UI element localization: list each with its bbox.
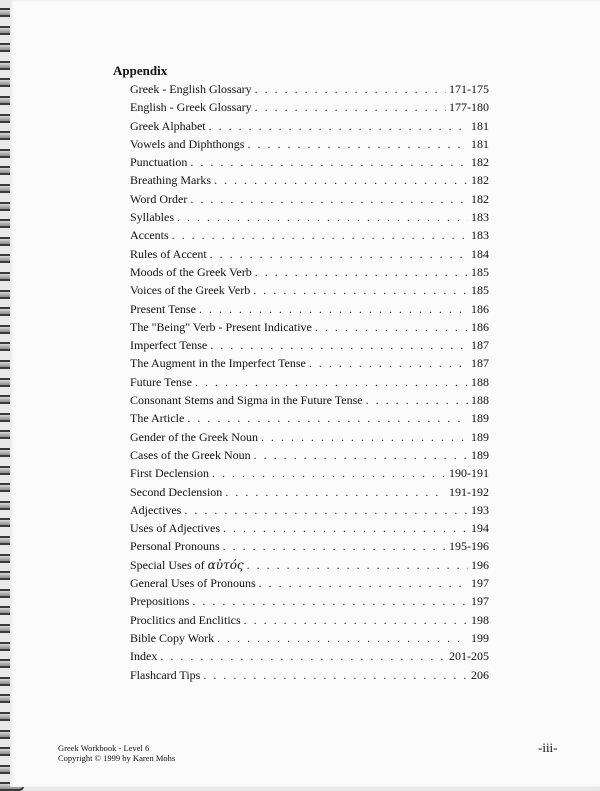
- toc-entry-page: 181: [471, 118, 489, 133]
- toc-entry-title-text: Consonant Stems and Sigma in the Future Tense: [130, 393, 363, 408]
- toc-entry: [130, 135, 489, 153]
- dot-leader: [244, 611, 468, 629]
- toc-entry: [130, 80, 489, 98]
- toc-entry-greek-word: αὐτός: [207, 557, 244, 572]
- toc-entry: [130, 574, 489, 592]
- toc-entry-page: 171-175: [449, 82, 489, 96]
- dot-leader: [192, 592, 468, 610]
- toc-entry-title-text: Vowels and Diphthongs: [130, 136, 245, 151]
- toc-entry-page: 183: [471, 210, 489, 225]
- toc-entry-title: [130, 556, 244, 574]
- toc-entry: [130, 98, 489, 116]
- toc-entry: [130, 556, 489, 574]
- toc-entry-page: 196: [471, 557, 489, 572]
- table-of-contents: [130, 80, 489, 684]
- toc-entry-title: [130, 409, 184, 427]
- dot-leader: [172, 226, 468, 244]
- toc-entry-title: [130, 318, 312, 336]
- toc-entry-title-text: Accents: [130, 228, 169, 243]
- toc-entry: [130, 171, 489, 189]
- dot-leader: [199, 300, 468, 318]
- toc-entry-title-text: Voices of the Greek Verb: [130, 283, 251, 298]
- footer-copyright: Copyright © 1999 by Karen Mohs: [58, 753, 176, 763]
- dot-leader: [366, 391, 468, 409]
- toc-entry-page: 177-180: [449, 100, 489, 115]
- toc-entry-title: [130, 537, 220, 555]
- toc-entry-page: 201-205: [449, 649, 489, 664]
- toc-entry-title: [130, 592, 189, 610]
- dot-leader: [214, 171, 468, 189]
- toc-entry-page: 195-196: [449, 539, 489, 554]
- toc-entry: [130, 281, 489, 299]
- toc-entry-title: [130, 354, 306, 372]
- toc-entry: [130, 629, 489, 647]
- toc-entry-page: 184: [471, 246, 489, 261]
- toc-entry-title-text: The Augment in the Imperfect Tense: [130, 356, 306, 371]
- dot-leader: [247, 556, 468, 574]
- toc-entry-page: 186: [471, 319, 489, 334]
- toc-entry-page: 206: [471, 667, 489, 682]
- toc-entry: [130, 483, 489, 501]
- toc-entry: [130, 464, 489, 482]
- toc-entry: [130, 446, 489, 464]
- toc-entry: [130, 537, 489, 555]
- toc-entry-title-text: Gender of the Greek Noun: [130, 429, 258, 444]
- toc-entry: [130, 318, 489, 336]
- toc-entry-page: 194: [471, 521, 489, 536]
- toc-entry: [130, 428, 489, 446]
- toc-entry-title: [130, 263, 252, 281]
- toc-entry-title-text: First Declension: [130, 466, 209, 481]
- toc-entry-title: [130, 135, 244, 153]
- toc-entry-title: [130, 647, 157, 665]
- footer-book-title: Greek Workbook - Level 6: [58, 743, 150, 753]
- toc-entry-title-text: Adjectives: [130, 502, 182, 517]
- toc-entry-title-text: Greek Alphabet: [130, 118, 206, 133]
- dot-leader: [160, 647, 446, 665]
- toc-entry: [130, 373, 489, 391]
- toc-entry-title: [130, 464, 209, 482]
- toc-entry-title: [130, 208, 174, 226]
- dot-leader: [225, 483, 446, 501]
- toc-entry-title: [130, 391, 363, 409]
- dot-leader: [209, 117, 468, 135]
- toc-entry: [130, 519, 489, 537]
- toc-entry: [130, 208, 489, 226]
- toc-entry-page: 182: [471, 155, 489, 170]
- dot-leader: [210, 336, 468, 354]
- toc-entry-title-text: Moods of the Greek Verb: [130, 264, 252, 279]
- toc-entry-title: [130, 245, 207, 263]
- toc-entry: [130, 245, 489, 263]
- toc-entry-title: [130, 80, 252, 98]
- page-footer: [58, 743, 175, 763]
- toc-entry-title: [130, 336, 207, 354]
- toc-entry-title-text: Special Uses of: [130, 557, 205, 572]
- toc-entry-page: 193: [471, 502, 489, 517]
- page-number: -iii-: [538, 740, 558, 755]
- toc-entry-page: 197: [471, 594, 489, 609]
- toc-entry-title-text: Index: [130, 649, 158, 664]
- toc-entry: [130, 666, 489, 684]
- dot-leader: [190, 190, 468, 208]
- toc-entry-page: 189: [471, 447, 489, 462]
- toc-entry-page: 189: [471, 411, 489, 426]
- toc-entry-page: 191-192: [449, 484, 489, 499]
- toc-entry-title: [130, 483, 222, 501]
- toc-entry-page: 198: [471, 612, 489, 627]
- toc-entry: [130, 153, 489, 171]
- toc-entry-title: [130, 190, 187, 208]
- dot-leader: [315, 318, 468, 336]
- toc-entry: [130, 592, 489, 610]
- toc-entry-title-text: Breathing Marks: [130, 173, 211, 188]
- dot-leader: [255, 98, 446, 116]
- toc-entry-page: 185: [471, 283, 489, 298]
- toc-entry-title-text: The Article: [130, 411, 185, 426]
- toc-entry-title-text: Second Declension: [130, 484, 223, 499]
- dot-leader: [223, 537, 446, 555]
- toc-entry-page: 189: [471, 429, 489, 444]
- dot-leader: [190, 153, 468, 171]
- toc-entry-title: [130, 611, 241, 629]
- dot-leader: [253, 281, 468, 299]
- toc-entry-title: [130, 501, 181, 519]
- dot-leader: [184, 501, 468, 519]
- toc-entry-title-text: Bible Copy Work: [130, 630, 215, 645]
- toc-entry-title-text: Rules of Accent: [130, 246, 207, 261]
- toc-entry-title-text: General Uses of Pronouns: [130, 576, 256, 591]
- toc-entry-title: [130, 226, 169, 244]
- toc-entry-title: [130, 574, 256, 592]
- dot-leader: [259, 574, 468, 592]
- toc-entry-page: 183: [471, 228, 489, 243]
- dot-leader: [223, 519, 468, 537]
- toc-entry: [130, 647, 489, 665]
- toc-entry-title-text: Proclitics and Enclitics: [130, 612, 241, 627]
- toc-entry-title-text: Punctuation: [130, 155, 188, 170]
- dot-leader: [187, 409, 468, 427]
- toc-entry-title-text: Syllables: [130, 210, 174, 225]
- toc-entry-title: [130, 300, 196, 318]
- toc-entry-page: 186: [471, 301, 489, 316]
- toc-entry-title: [130, 373, 192, 391]
- toc-entry-page: 181: [471, 136, 489, 151]
- dot-leader: [309, 354, 468, 372]
- dot-leader: [195, 373, 468, 391]
- dot-leader: [217, 629, 468, 647]
- dot-leader: [203, 666, 468, 684]
- toc-entry-title: [130, 98, 252, 116]
- toc-entry-title: [130, 153, 187, 171]
- toc-entry-title: [130, 519, 220, 537]
- toc-entry-title-text: Future Tense: [130, 374, 192, 389]
- toc-entry-page: 182: [471, 191, 489, 206]
- toc-entry-title: [130, 666, 200, 684]
- toc-entry: [130, 226, 489, 244]
- toc-entry-title-text: Greek - English Glossary: [130, 82, 252, 96]
- toc-entry-title: [130, 171, 211, 189]
- toc-entry-page: 187: [471, 356, 489, 371]
- toc-entry: [130, 263, 489, 281]
- toc-entry-title-text: Word Order: [130, 191, 188, 206]
- toc-entry-title: [130, 446, 251, 464]
- toc-entry-page: 182: [471, 173, 489, 188]
- toc-entry-page: 185: [471, 264, 489, 279]
- section-heading: Appendix: [113, 63, 168, 78]
- toc-entry-title-text: The "Being" Verb - Present Indicative: [130, 319, 312, 334]
- toc-entry-page: 188: [471, 393, 489, 408]
- toc-entry-page: 187: [471, 338, 489, 353]
- toc-entry: [130, 409, 489, 427]
- toc-entry-title-text: Personal Pronouns: [130, 539, 220, 554]
- toc-entry: [130, 117, 489, 135]
- toc-entry: [130, 501, 489, 519]
- dot-leader: [255, 263, 468, 281]
- toc-entry-title: [130, 117, 206, 135]
- toc-entry-page: 188: [471, 374, 489, 389]
- toc-entry: [130, 391, 489, 409]
- dot-leader: [212, 464, 446, 482]
- toc-entry-title-text: Present Tense: [130, 301, 196, 316]
- dot-leader: [177, 208, 468, 226]
- toc-entry-page: 190-191: [449, 466, 489, 481]
- toc-entry-title-text: Flashcard Tips: [130, 667, 201, 682]
- dot-leader: [247, 135, 468, 153]
- toc-entry-title-text: Prepositions: [130, 594, 190, 609]
- toc-entry-title: [130, 629, 214, 647]
- toc-entry-page: 197: [471, 576, 489, 591]
- toc-entry: [130, 354, 489, 372]
- dot-leader: [210, 245, 468, 263]
- toc-entry: [130, 190, 489, 208]
- toc-entry-title-text: Cases of the Greek Noun: [130, 447, 251, 462]
- toc-entry-title: [130, 281, 250, 299]
- toc-entry-title-text: English - Greek Glossary: [130, 100, 252, 115]
- toc-entry: [130, 611, 489, 629]
- dot-leader: [254, 446, 468, 464]
- toc-entry: [130, 300, 489, 318]
- dot-leader: [255, 80, 446, 98]
- toc-entry-title: [130, 428, 258, 446]
- toc-entry-page: 199: [471, 630, 489, 645]
- dot-leader: [261, 428, 468, 446]
- toc-entry-title-text: Imperfect Tense: [130, 338, 208, 353]
- toc-entry-title-text: Uses of Adjectives: [130, 521, 220, 536]
- toc-entry: [130, 336, 489, 354]
